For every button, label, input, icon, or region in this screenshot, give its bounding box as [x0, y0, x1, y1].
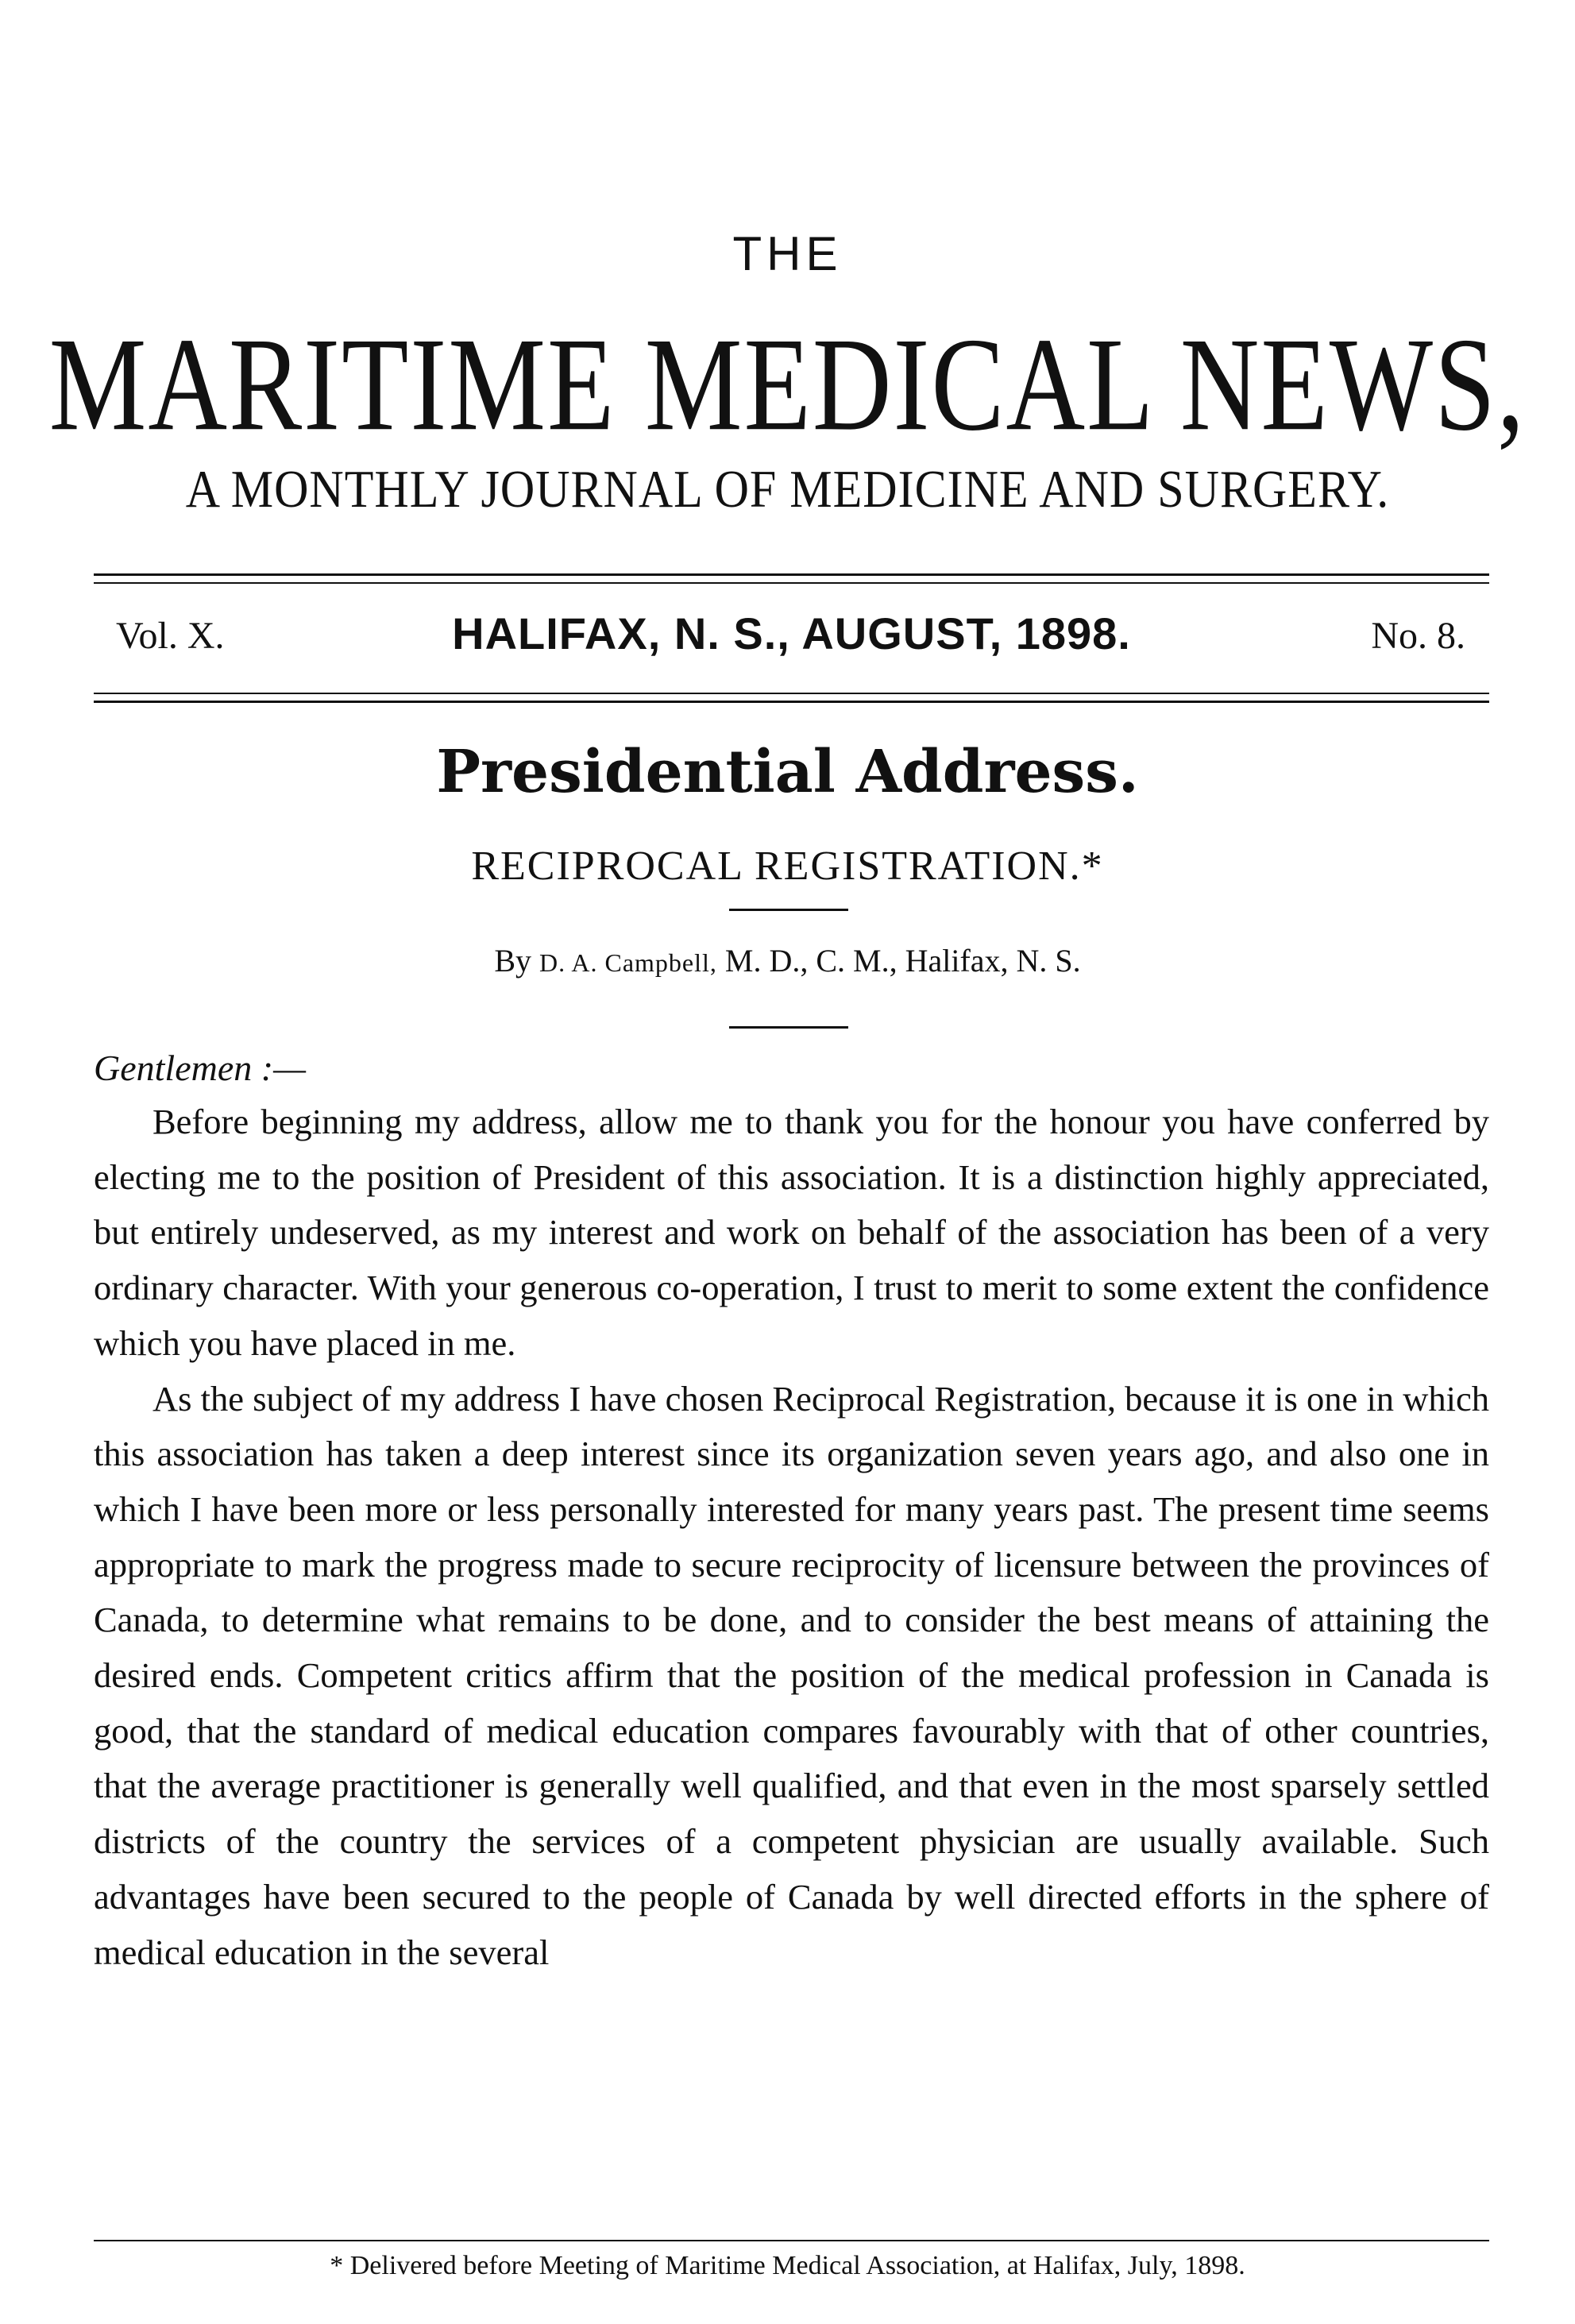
- volume-number: Vol. X.: [116, 615, 225, 657]
- author-name: D. A. Campbell,: [539, 948, 717, 977]
- masthead-article: THE: [732, 227, 843, 280]
- section-heading: Presidential Address.: [436, 738, 1139, 806]
- body-paragraph-2: As the subject of my address I have chosen Reciprocal Registration, because it is one in which this association has taken a deep interest since its organization seven years ago, and also one in which I have been more or less personally interested for many years past. The present time seems appropriate to mark the progress made to secure reciprocity of licensure between the provinces of Canada, to determine what remains to be done, and to consider the best means of attaining the desired ends. Competent critics affirm that the position of the medical profession in Canada is good, that the standard of medical education compares favourably with that of other countries, that the average practitioner is generally well qualified, and that even in the most sparsely settled districts of the country the services of a competent physician are usually available. Such advantages have been secured to the people of Canada by well directed efforts in the sphere of medical education in the several: [94, 1378, 1489, 1972]
- footnote-rule: [94, 2240, 1489, 2241]
- issue-line: [94, 608, 1489, 663]
- masthead-subtitle: A MONTHLY JOURNAL OF MEDICINE AND SURGERY.: [185, 459, 1390, 519]
- byline: [0, 945, 1575, 977]
- header-rule-bottom-1: [94, 693, 1489, 694]
- body-paragraph-1: Before beginning my address, allow me to thank you for the honour you have conferred by electing me to the position of President of this association. It is a distinction highly appreciated, but entirely undeserved, as my interest and work on behalf of the association has been of a very ordinary character. With your generous co-operation, I trust to merit to some extent the confidence which you have placed in me.: [94, 1102, 1489, 1363]
- author-credentials: M. D., C. M., Halifax, N. S.: [724, 943, 1081, 979]
- article-title: RECIPROCAL REGISTRATION.*: [471, 844, 1104, 889]
- place-date: HALIFAX, N. S., AUGUST, 1898.: [452, 608, 1131, 658]
- footnote: * Delivered before Meeting of Maritime Medical Association, at Halifax, July, 1898.: [330, 2251, 1245, 2280]
- salutation: Gentlemen :—: [94, 1048, 306, 1088]
- title-divider: [729, 909, 848, 911]
- header-rule-top-2: [94, 582, 1489, 584]
- issue-number: No. 8.: [1371, 615, 1465, 657]
- article-body: [94, 1094, 1489, 1980]
- byline-prefix: By: [494, 943, 532, 979]
- masthead-title: MARITIME MEDICAL NEWS,: [48, 310, 1527, 458]
- byline-divider: [729, 1026, 848, 1029]
- header-rule-top-1: [94, 573, 1489, 576]
- header-rule-bottom-2: [94, 701, 1489, 703]
